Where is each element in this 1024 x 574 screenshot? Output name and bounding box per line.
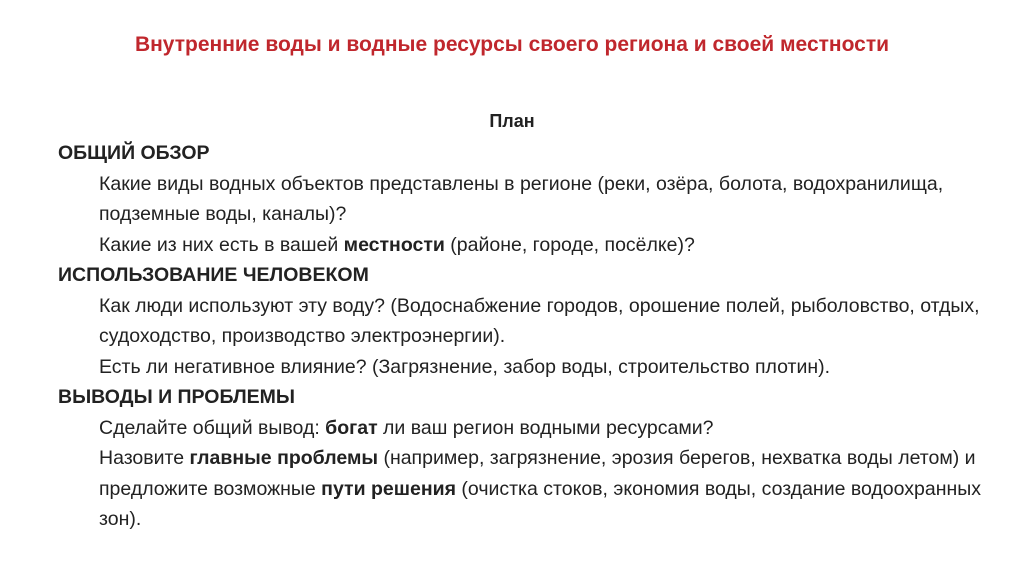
conclusions-paragraph-1 [58, 413, 998, 444]
text-span: Назовите [99, 447, 190, 469]
bold-text: главные проблемы [189, 447, 379, 469]
plan-subtitle: План [489, 111, 535, 131]
bold-text: местности [343, 233, 445, 256]
section-heading-conclusions: ВЫВОДЫ И ПРОБЛЕМЫ [58, 386, 295, 408]
bold-text: богат [325, 416, 378, 439]
text-span: (например, загрязнение, эрозия берегов, нехватка воды летом) и предложите возможные [99, 447, 976, 500]
text-span: Есть ли негативное влияние? (Загрязнение, забор воды, строительство плотин). [99, 355, 831, 378]
bold-text: пути решения [321, 477, 456, 500]
conclusions-paragraph-2 [58, 443, 998, 535]
text-span: (районе, городе, посёлке)? [444, 233, 695, 256]
overview-paragraph-2 [58, 230, 998, 261]
section-heading-overview: ОБЩИЙ ОБЗОР [58, 142, 210, 164]
text-span: Сделайте общий вывод: [99, 416, 326, 439]
text-span: Как люди используют эту воду? (Водоснабжение городов, орошение полей, рыболовство, отдых, судоходство, производство электроэнергии). [99, 294, 980, 347]
usage-paragraph-2 [58, 352, 998, 383]
usage-paragraph-1 [58, 291, 998, 352]
overview-paragraph-1 [58, 169, 998, 230]
text-span: (очистка стоков, экономия воды, создание водоохранных зон). [99, 477, 982, 530]
plan-content [58, 138, 998, 535]
text-span: ли ваш регион водными ресурсами? [377, 416, 714, 439]
text-span: Какие виды водных объектов представлены в регионе (реки, озёра, болота, водохранилища, подземные воды, каналы)? [99, 172, 944, 225]
page-title: Внутренние воды и водные ресурсы своего региона и своей местности [134, 33, 890, 56]
text-span: Какие из них есть в вашей [99, 233, 344, 256]
section-heading-usage: ИСПОЛЬЗОВАНИЕ ЧЕЛОВЕКОМ [58, 264, 369, 286]
